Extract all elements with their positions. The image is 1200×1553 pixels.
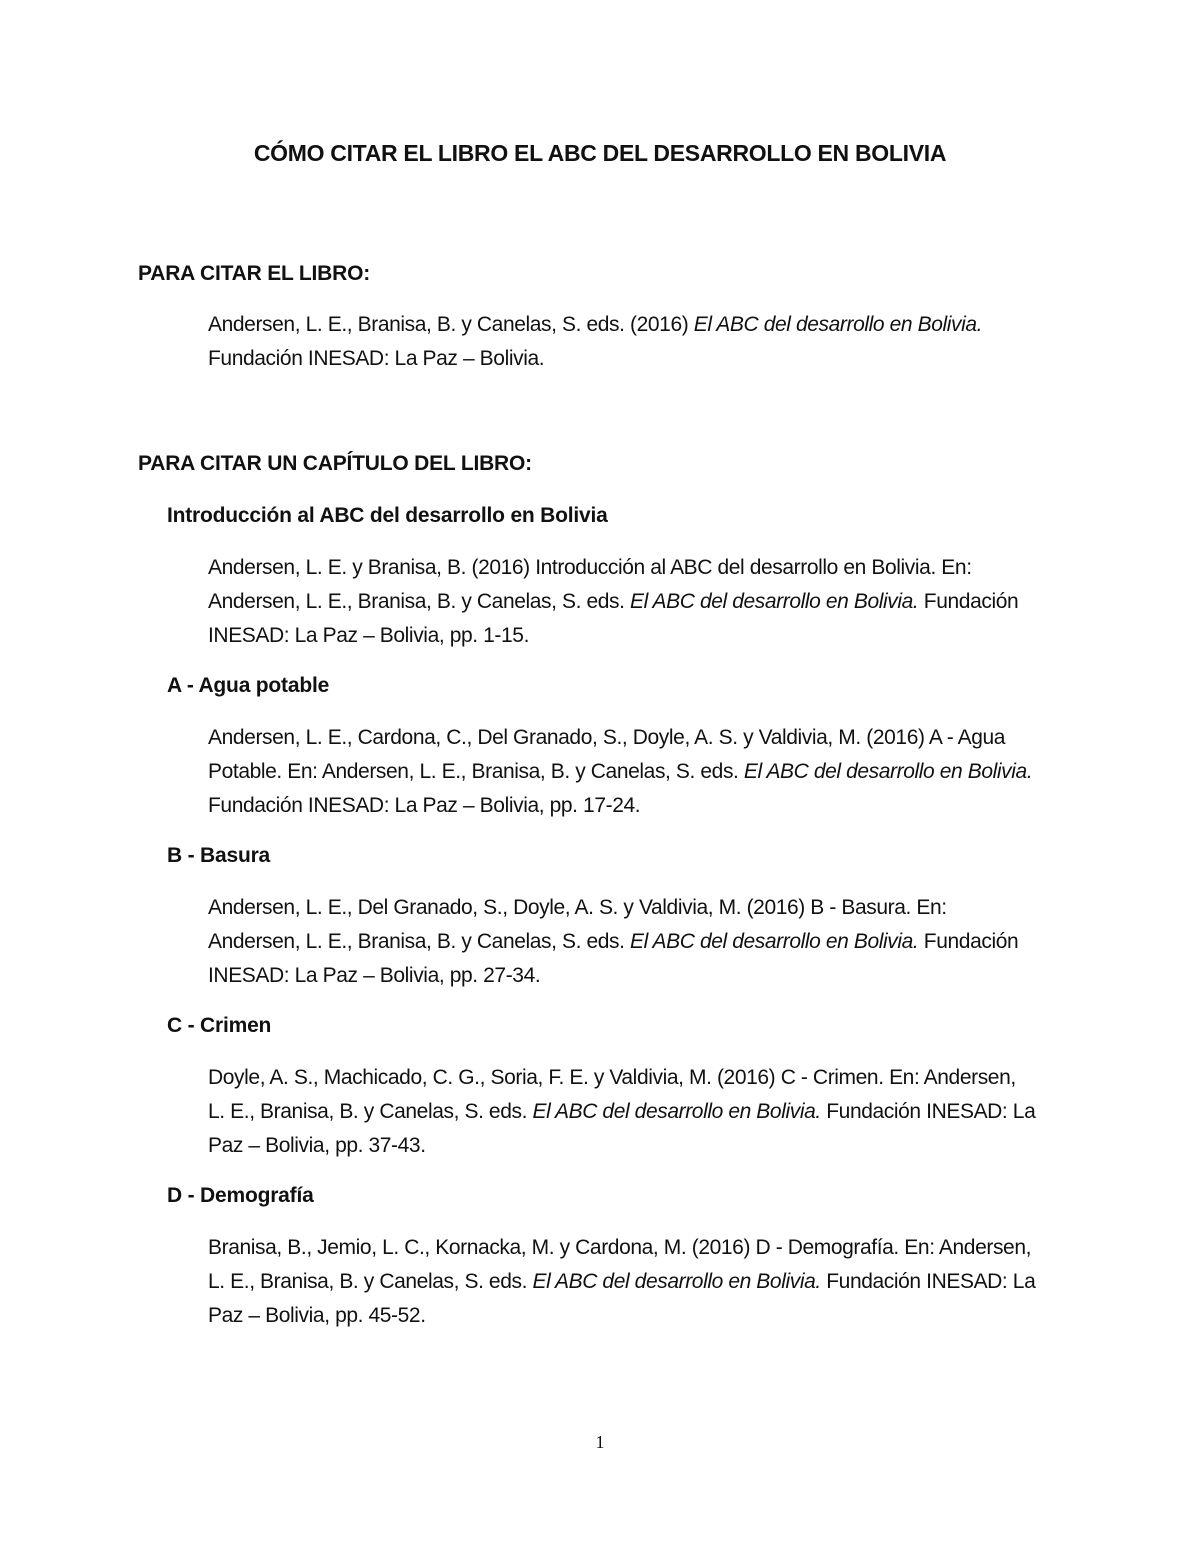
chapter-heading: A - Agua potable [167, 674, 330, 697]
citation-authors: Andersen, L. E., Branisa, B. y Canelas, S. eds. [208, 590, 631, 613]
chapter-heading: Introducción al ABC del desarrollo en Bolivia [167, 504, 608, 527]
citation-authors: L. E., Branisa, B. y Canelas, S. eds. [208, 1270, 533, 1293]
book-citation-title: El ABC del desarrollo en Bolivia. [693, 313, 983, 336]
chapter-citation [208, 551, 1088, 653]
book-citation-line-2: Fundación INESAD: La Paz – Bolivia. [208, 347, 545, 370]
citation-authors: L. E., Branisa, B. y Canelas, S. eds. [208, 1100, 533, 1123]
citation-line-2 [208, 755, 1088, 789]
citation-line-1: Doyle, A. S., Machicado, C. G., Soria, F. E. y Valdivia, M. (2016) C - Crimen. En: Andersen, [208, 1066, 1016, 1089]
chapter-citation [208, 1061, 1088, 1163]
citation-line-3: Fundación INESAD: La Paz – Bolivia, pp. 17-24. [208, 794, 641, 817]
citation-line-2 [208, 925, 1088, 959]
citation-authors: Potable. En: Andersen, L. E., Branisa, B. y Canelas, S. eds. [208, 760, 744, 783]
citation-publisher: Fundación [918, 590, 1019, 613]
chapter-citation [208, 891, 1088, 993]
book-citation [208, 308, 1088, 376]
citation-publisher: Fundación INESAD: La [820, 1100, 1036, 1123]
citation-book-title: El ABC del desarrollo en Bolivia. [532, 1100, 821, 1123]
chapter-heading: C - Crimen [167, 1014, 272, 1037]
citation-line-3: Paz – Bolivia, pp. 37-43. [208, 1134, 426, 1157]
citation-book-title: El ABC del desarrollo en Bolivia. [630, 590, 919, 613]
citation-line-2 [208, 1095, 1088, 1129]
citation-book-title: El ABC del desarrollo en Bolivia. [743, 760, 1033, 783]
chapter-citation [208, 721, 1088, 823]
citation-book-title: El ABC del desarrollo en Bolivia. [532, 1270, 821, 1293]
citation-line-1: Branisa, B., Jemio, L. C., Kornacka, M. y Cardona, M. (2016) D - Demografía. En: Andersen, [208, 1236, 1032, 1259]
page-number: 1 [595, 1432, 605, 1452]
chapter-heading: B - Basura [167, 844, 271, 867]
citation-publisher: Fundación INESAD: La [820, 1270, 1036, 1293]
citation-line-2 [208, 1265, 1088, 1299]
citation-book-title: El ABC del desarrollo en Bolivia. [630, 930, 919, 953]
chapter-citation [208, 1231, 1088, 1333]
citation-line-3: INESAD: La Paz – Bolivia, pp. 27-34. [208, 964, 541, 987]
book-citation-authors: Andersen, L. E., Branisa, B. y Canelas, S. eds. (2016) [208, 313, 694, 336]
citation-line-3: INESAD: La Paz – Bolivia, pp. 1-15. [208, 624, 530, 647]
citation-authors: Andersen, L. E., Branisa, B. y Canelas, S. eds. [208, 930, 631, 953]
citation-line-1: Andersen, L. E., Del Granado, S., Doyle, A. S. y Valdivia, M. (2016) B - Basura. En: [208, 896, 947, 919]
citation-line-1: Andersen, L. E., Cardona, C., Del Granado, S., Doyle, A. S. y Valdivia, M. (2016) A - Agua [208, 726, 1006, 749]
citation-publisher: Fundación [918, 930, 1019, 953]
citation-line-3: Paz – Bolivia, pp. 45-52. [208, 1304, 426, 1327]
chapter-heading: D - Demografía [167, 1184, 314, 1207]
book-citation-line-1 [208, 308, 1088, 342]
book-section-heading: PARA CITAR EL LIBRO: [138, 262, 371, 285]
chapter-section-heading: PARA CITAR UN CAPÍTULO DEL LIBRO: [138, 452, 532, 475]
citation-line-1: Andersen, L. E. y Branisa, B. (2016) Introducción al ABC del desarrollo en Bolivia. En: [208, 556, 972, 579]
citation-line-2 [208, 585, 1088, 619]
page-title: CÓMO CITAR EL LIBRO EL ABC DEL DESARROLLO EN BOLIVIA [253, 140, 947, 166]
